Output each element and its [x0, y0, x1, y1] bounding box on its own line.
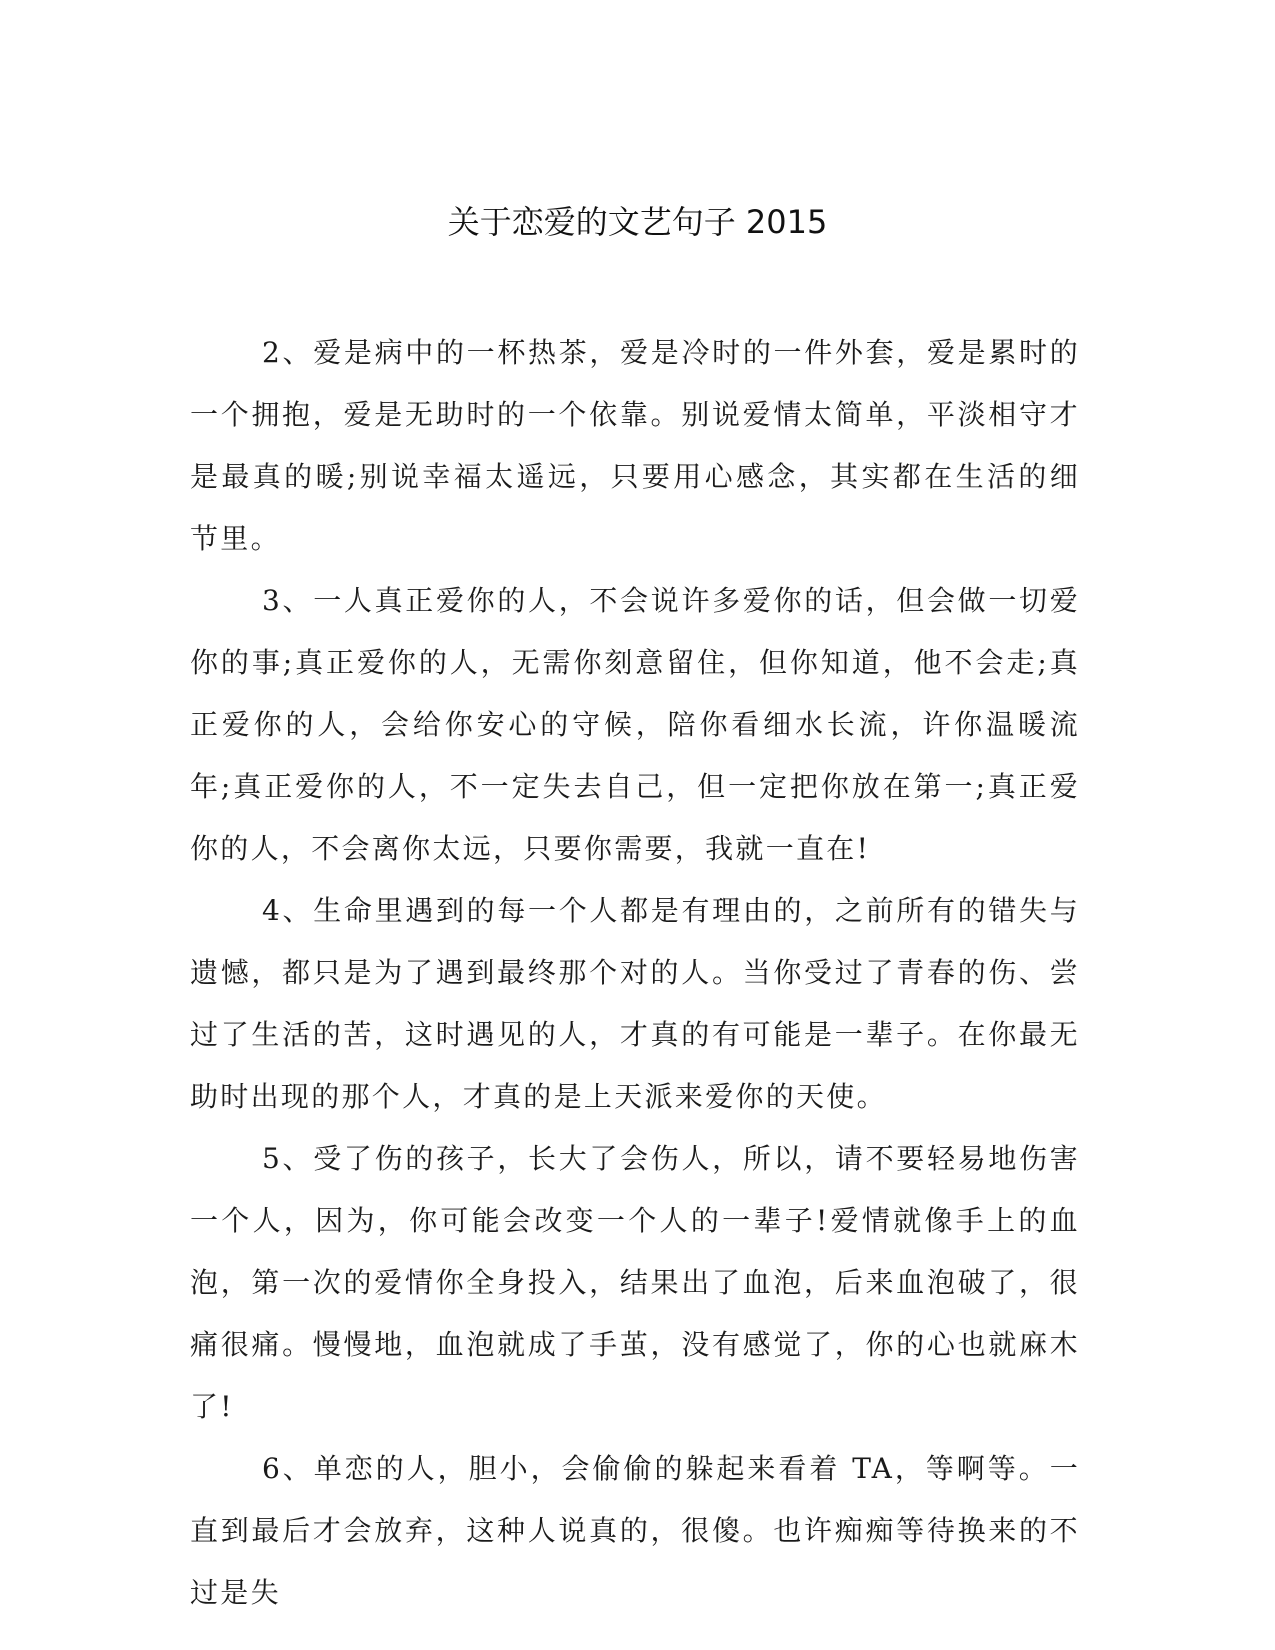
paragraph-4: 4、生命里遇到的每一个人都是有理由的，之前所有的错失与遗憾，都只是为了遇到最终那个对的人。当你受过了青春的伤、尝过了生活的苦，这时遇见的人，才真的有可能是一辈子。在你最无助时出现的那个人，才真的是上天派来爱你的天使。	[190, 894, 1080, 1113]
paragraph-3: 3、一人真正爱你的人，不会说许多爱你的话，但会做一切爱你的事;真正爱你的人，无需你刻意留住，但你知道，他不会走;真正爱你的人，会给你安心的守候，陪你看细水长流，许你温暖流年;真正爱你的人，不一定失去自己，但一定把你放在第一;真正爱你的人，不会离你太远，只要你需要，我就一直在!	[190, 584, 1080, 865]
paragraph-6: 6、单恋的人，胆小，会偷偷的躲起来看着 TA，等啊等。一直到最后才会放弃，这种人说真的，很傻。也许痴痴等待换来的不过是失	[190, 1452, 1080, 1609]
document-title: 关于恋爱的文艺句子 2015	[447, 203, 828, 241]
paragraph-2: 2、爱是病中的一杯热茶，爱是冷时的一件外套，爱是累时的一个拥抱，爱是无助时的一个依靠。别说爱情太简单，平淡相守才是最真的暖;别说幸福太遥远，只要用心感念，其实都在生活的细节里。	[190, 336, 1080, 555]
document-body	[190, 322, 1080, 1624]
paragraph-5: 5、受了伤的孩子，长大了会伤人，所以，请不要轻易地伤害一个人，因为，你可能会改变一个人的一辈子!爱情就像手上的血泡，第一次的爱情你全身投入，结果出了血泡，后来血泡破了，很痛很痛。慢慢地，血泡就成了手茧，没有感觉了，你的心也就麻木了!	[190, 1142, 1080, 1423]
